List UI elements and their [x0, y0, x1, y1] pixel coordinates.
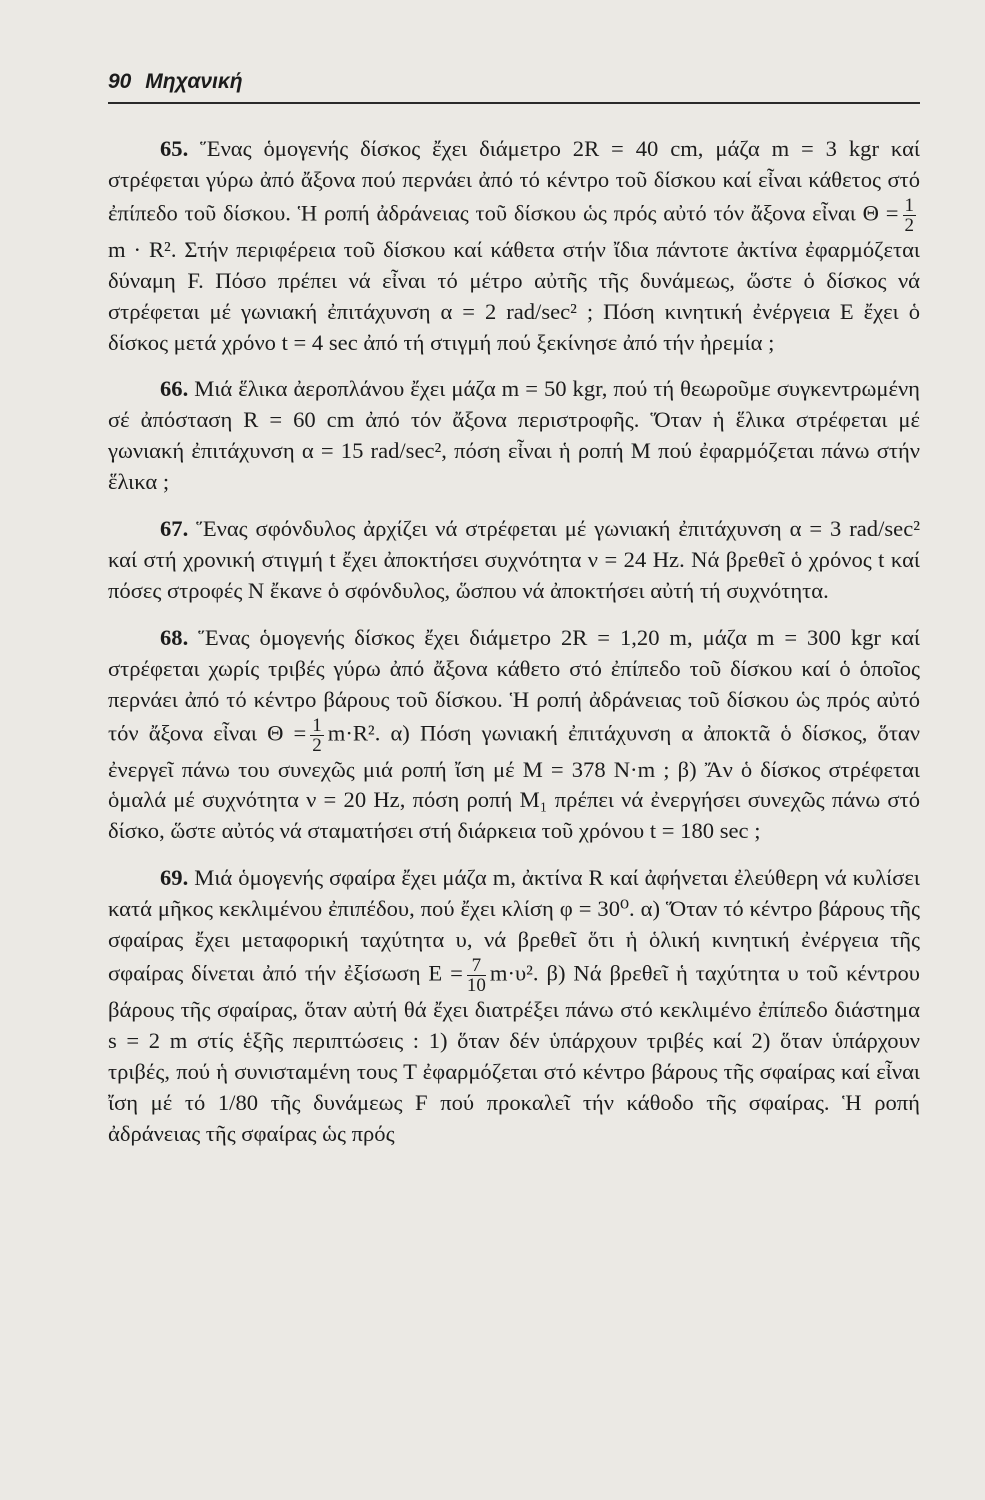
fraction [467, 956, 486, 995]
problem-text: Ἕνας ὁμογενής δίσκος ἔχει διάμετρο 2R = 1,20 m, μάζα m = 300 kgr καί στρέφεται χωρίς τριβές γύρω ἀπό ἄξονα κάθετο στό ἐπίπεδο τοῦ δίσκου καί ὁ ὁποῖος περνάει ἀπό τό κέντρο βάρους τοῦ δίσκου. Ἡ ροπή ἀδράνειας τοῦ δίσκου ὡς πρός αὐτό τόν ἄξονα εἶναι Θ = [108, 624, 920, 746]
problem-number: 68. [160, 624, 189, 650]
running-header [108, 70, 920, 94]
problem-65 [108, 134, 920, 358]
fraction-denominator: 2 [904, 214, 914, 236]
problem-number: 67. [160, 516, 189, 542]
running-title: Μηχανική [145, 70, 243, 93]
fraction-numerator: 1 [312, 714, 322, 736]
fraction [903, 196, 917, 235]
fraction-denominator: 2 [312, 734, 322, 756]
problem-69 [108, 863, 920, 1149]
problem-text: Μιά ὁμογενής σφαίρα ἔχει μάζα m, ἀκτίνα R καί ἀφήνεται ἐλεύθερη νά κυλίσει κατά μῆκος κεκλιμένου ἐπιπέδου, πού ἔχει κλίση φ = 30⁰. α) Ὅταν τό κέντρο βάρους τῆς σφαίρας ἔχει μεταφορική ταχύτητα υ, νά βρεθεῖ ὅτι ἡ ὁλική κινητική ἐνέργεια τῆς σφαίρας δίνεται ἀπό τήν ἐξίσωση Ε = [108, 865, 920, 986]
problem-68 [108, 623, 920, 847]
problem-text: Ἕνας σφόνδυλος ἀρχίζει νά στρέφεται μέ γωνιακή ἐπιτάχυνση α = 3 rad/sec² καί στή χρονική στιγμή t ἔχει ἀποκτήσει συχνότητα ν = 24 Hz. Νά βρεθεῖ ὁ χρόνος t καί πόσες στροφές Ν ἔκανε ὁ σφόνδυλος, ὥσπου νά ἀποκτήσει αὐτή τή συχνότητα. [108, 516, 921, 603]
problem-number: 65. [160, 136, 189, 161]
problem-text-cont: m·υ². β) Νά βρεθεῖ ἡ ταχύτητα υ τοῦ κέντρου βάρους τῆς σφαίρας, ὅταν αὐτή θά ἔχει διατρέξει πάνω στό κεκλιμένο ἐπίπεδο διάστημα s = 2 m στίς ἑξῆς περιπτώσεις : 1) ὅταν δέν ὑπάρχουν τριβές καί 2) ὅταν ὑπάρχουν τριβές, πού ἡ συνισταμένη τους Τ ἐφαρμόζεται στό κέντρο βάρους τῆς σφαίρας καί εἶναι ἴση μέ τό 1/80 τῆς δυνάμεως F πού προκαλεῖ τήν κάθοδο τῆς σφαίρας. Ἡ ροπή ἀδράνειας τῆς σφαίρας ὡς πρός [108, 960, 920, 1146]
fraction [310, 716, 324, 755]
fraction-numerator: 1 [904, 194, 914, 216]
fraction-denominator: 10 [466, 974, 486, 996]
fraction-numerator: 7 [467, 956, 486, 976]
problem-text: Ἕνας ὁμογενής δίσκος ἔχει διάμετρο 2R = 40 cm, μάζα m = 3 kgr καί στρέφεται γύρω ἀπό ἄξονα πού περνάει ἀπό τό κέντρο τοῦ δίσκου καί εἶναι κάθετος στό ἐπίπεδο τοῦ δίσκου. Ἡ ροπή ἀδράνειας τοῦ δίσκου ὡς πρός αὐτό τόν ἄξονα εἶναι Θ = [108, 136, 920, 226]
page-number: 90 [108, 70, 132, 93]
problem-text-cont: m · R². Στήν περιφέρεια τοῦ δίσκου καί κάθετα στήν ἴδια πάντοτε ἀκτίνα ἐφαρμόζεται δύναμη F. Πόσο πρέπει νά εἶναι τό μέτρο αὐτῆς τῆς δυνάμεως, ὥστε ὁ δίσκος νά στρέφεται μέ γωνιακή ἐπιτάχυνση α = 2 rad/sec² ; Πόση κινητική ἐνέργεια Ε ἔχει ὁ δίσκος μετά χρόνο t = 4 sec ἀπό τή στιγμή πού ξεκίνησε ἀπό τήν ἠρεμία ; [108, 236, 920, 355]
problem-66 [108, 374, 920, 498]
problem-list [108, 134, 920, 1165]
problem-number: 69. [160, 865, 189, 891]
problem-text-cont: m·R². α) Πόση γωνιακή ἐπιτάχυνση α ἀποκτᾶ ὁ δίσκος, ὅταν ἐνεργεῖ πάνω του συνεχῶς μιά ροπή ἴση μέ Μ = 378 N·m ; β) Ἄν ὁ δίσκος στρέφεται ὁμαλά μέ συχνότητα ν = 20 Hz, πόση ροπή Μ₁ πρέπει νά ἐνεργήσει συνεχῶς πάνω στό δίσκο, ὥστε αὐτός νά σταματήσει στή διάρκεια τοῦ χρόνου t = 180 sec ; [108, 720, 920, 844]
problem-number: 66. [160, 376, 189, 402]
problem-text: Μιά ἕλικα ἀεροπλάνου ἔχει μάζα m = 50 kgr, πού τή θεωροῦμε συγκεντρωμένη σέ ἀπόσταση R = 60 cm ἀπό τόν ἄξονα περιστροφῆς. Ὅταν ἡ ἕλικα στρέφεται μέ γωνιακή ἐπιτάχυνση α = 15 rad/sec², πόση εἶναι ἡ ροπή Μ πού ἐφαρμόζεται πάνω στήν ἕλικα ; [108, 376, 920, 495]
header-rule [108, 102, 920, 104]
problem-67 [108, 514, 920, 607]
